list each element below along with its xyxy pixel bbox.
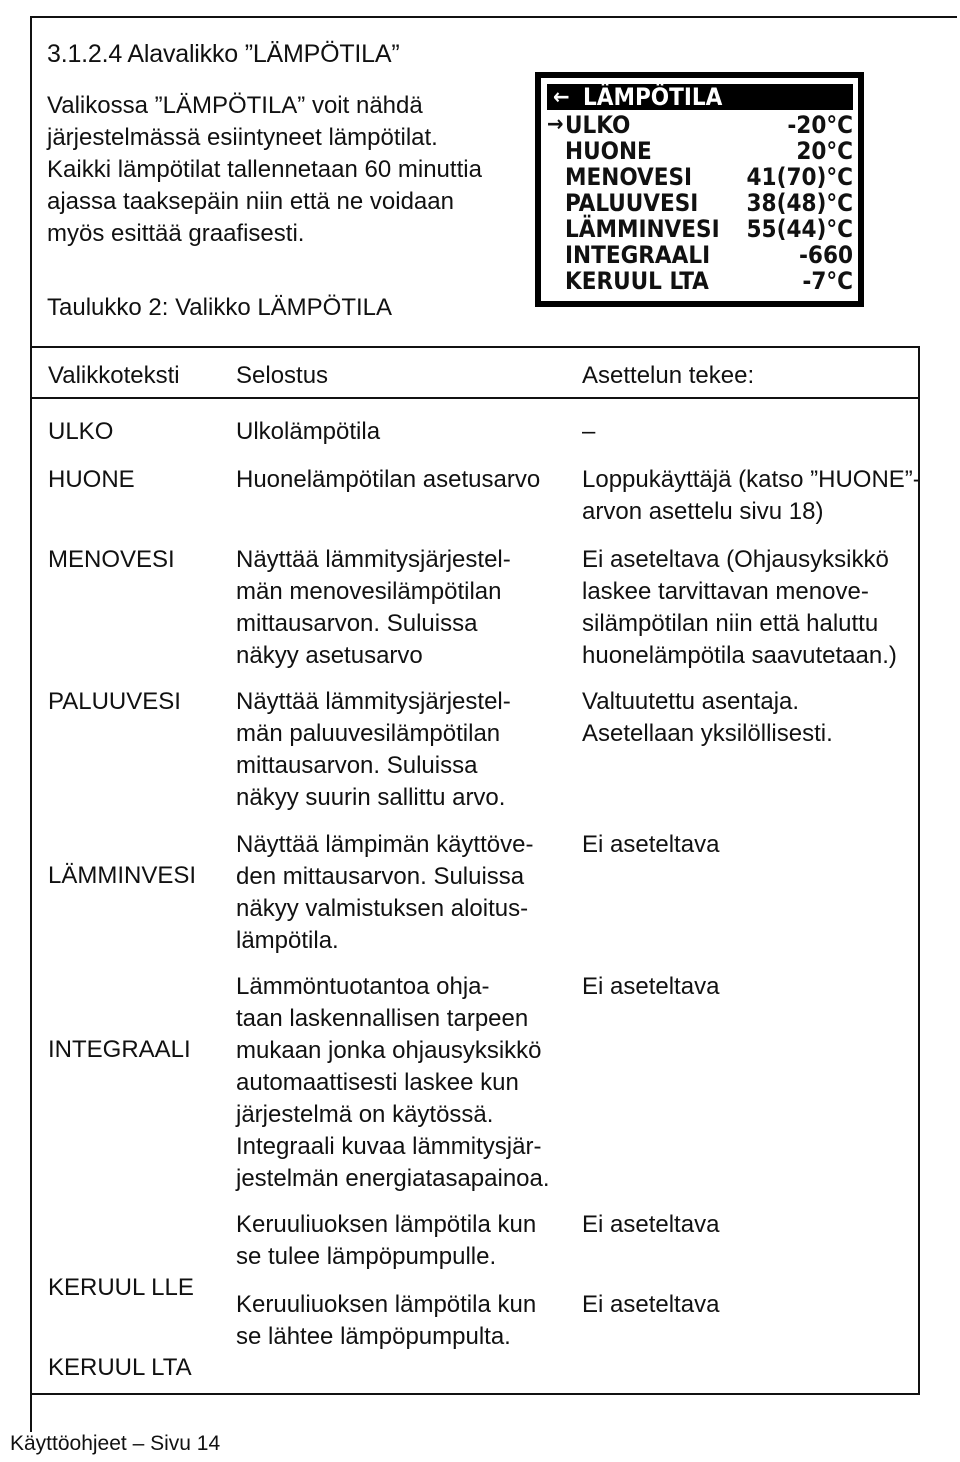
table-caption: Taulukko 2: Valikko LÄMPÖTILA [47,294,393,321]
description-line: Keruuliuoksen lämpötila kun [236,1291,537,1318]
lcd-row-integraali [547,242,853,268]
lcd-row-menovesi [547,164,853,190]
lcd-row-value: -7°C [802,267,853,295]
description-line: Ulkolämpötila [236,418,381,445]
description-line: Huonelämpötilan asetusarvo [236,466,541,493]
setter-line: Valtuutettu asentaja. [582,688,800,715]
description-line: mukaan jonka ohjausyksikkö [236,1037,542,1064]
back-arrow-icon: ← [553,85,570,110]
intro-line: Valikossa ”LÄMPÖTILA” voit nähdä [47,92,423,119]
page-footer: Käyttöohjeet – Sivu 14 [10,1432,221,1455]
lcd-row-value: -20°C [787,111,853,139]
lcd-row-value: 55(44)°C [746,215,853,243]
lcd-row-paluuvesi [547,190,853,216]
lcd-title-bar [547,84,853,110]
description-line: järjestelmä on käytössä. [236,1101,494,1128]
setter-line: – [582,418,596,445]
description-line: Integraali kuvaa lämmitysjär- [236,1133,542,1160]
row-menu-label: INTEGRAALI [48,1036,191,1063]
lcd-row-ulko [547,112,853,138]
row-description [236,971,550,1195]
setter-line: Ei aseteltava (Ohjausyksikkö [582,546,889,573]
row-menu-label: MENOVESI [48,546,175,573]
row-description [236,686,511,814]
setter-line: Asetellaan yksilöllisesti. [582,720,833,747]
selector-arrow-icon: → [547,112,564,137]
description-line: näkyy suurin sallittu arvo. [236,784,506,811]
header-divider [32,397,918,399]
lcd-row-name: ULKO [565,111,631,139]
lcd-row-lamminvesi [547,216,853,242]
description-line: Näyttää lämmitysjärjestel- [236,688,511,715]
lcd-row-huone [547,138,853,164]
setter-line: Ei aseteltava [582,831,720,858]
row-setter [582,416,595,448]
description-line: män menovesilämpötilan [236,578,502,605]
description-line: den mittausarvon. Suluissa [236,863,525,890]
row-description [236,544,511,672]
row-setter [582,829,719,861]
lcd-title: LÄMPÖTILA [583,83,723,111]
row-setter [582,971,719,1003]
setter-line: Loppukäyttäjä (katso ”HUONE”- [582,466,921,493]
section-heading: 3.1.2.4 Alavalikko ”LÄMPÖTILA” [47,40,400,68]
description-line: Näyttää lämpimän käyttöve- [236,831,534,858]
lcd-display [535,72,864,307]
lcd-row-name: PALUUVESI [565,189,699,217]
row-setter [582,686,833,750]
description-line: lämpötila. [236,927,339,954]
column-header-menu: Valikkoteksti [48,362,180,389]
description-line: mittausarvon. Suluissa [236,610,478,637]
description-line: automaattisesti laskee kun [236,1069,519,1096]
description-line: taan laskennallisen tarpeen [236,1005,529,1032]
lcd-row-name: HUONE [565,137,652,165]
column-header-setter: Asettelun tekee: [582,362,755,389]
setter-line: Ei aseteltava [582,973,720,1000]
lcd-row-value: 20°C [796,137,853,165]
row-setter [582,464,921,528]
description-line: jestelmän energiatasapainoa. [236,1165,550,1192]
lcd-row-name: MENOVESI [565,163,693,191]
intro-line: myös esittää graafisesti. [47,220,305,247]
description-line: näkyy asetusarvo [236,642,423,669]
setter-line: arvon asettelu sivu 18) [582,498,824,525]
description-line: Keruuliuoksen lämpötila kun [236,1211,537,1238]
lcd-row-name: INTEGRAALI [565,241,711,269]
row-menu-label: LÄMMINVESI [48,862,197,889]
row-menu-label: ULKO [48,418,114,445]
lcd-row-value: -660 [798,241,853,269]
row-menu-label: KERUUL LTA [48,1354,192,1381]
row-menu-label: HUONE [48,466,135,493]
description-line: mittausarvon. Suluissa [236,752,478,779]
description-line: näkyy valmistuksen aloitus- [236,895,529,922]
setter-line: silämpötilan niin että haluttu [582,610,879,637]
intro-line: järjestelmässä esiintyneet lämpötilat. [47,124,438,151]
lcd-row-name: LÄMMINVESI [565,215,720,243]
row-description [236,1289,536,1353]
description-line: män paluuvesilämpötilan [236,720,501,747]
row-menu-label: PALUUVESI [48,688,181,715]
lcd-row-value: 41(70)°C [746,163,853,191]
intro-line: Kaikki lämpötilat tallennetaan 60 minuttia [47,156,482,183]
lcd-row-name: KERUUL LTA [565,267,709,295]
lcd-row-keruul-lta [547,268,853,294]
description-line: se tulee lämpöpumpulle. [236,1243,497,1270]
column-header-description: Selostus [236,362,329,389]
lcd-row-value: 38(48)°C [746,189,853,217]
description-line: Näyttää lämmitysjärjestel- [236,546,511,573]
description-line: Lämmöntuotantoa ohja- [236,973,490,1000]
intro-paragraph [47,90,482,250]
row-menu-label: KERUUL LLE [48,1274,194,1301]
description-line: se lähtee lämpöpumpulta. [236,1323,511,1350]
row-description [236,416,380,448]
row-description [236,464,540,496]
setter-line: Ei aseteltava [582,1211,720,1238]
setter-line: huonelämpötila saavutetaan.) [582,642,897,669]
setter-line: Ei aseteltava [582,1291,720,1318]
intro-line: ajassa taaksepäin niin että ne voidaan [47,188,454,215]
setter-line: laskee tarvittavan menove- [582,578,869,605]
row-setter [582,1289,719,1321]
row-description [236,829,533,957]
menu-table [30,346,920,1395]
row-setter [582,544,897,672]
row-description [236,1209,536,1273]
row-setter [582,1209,719,1241]
